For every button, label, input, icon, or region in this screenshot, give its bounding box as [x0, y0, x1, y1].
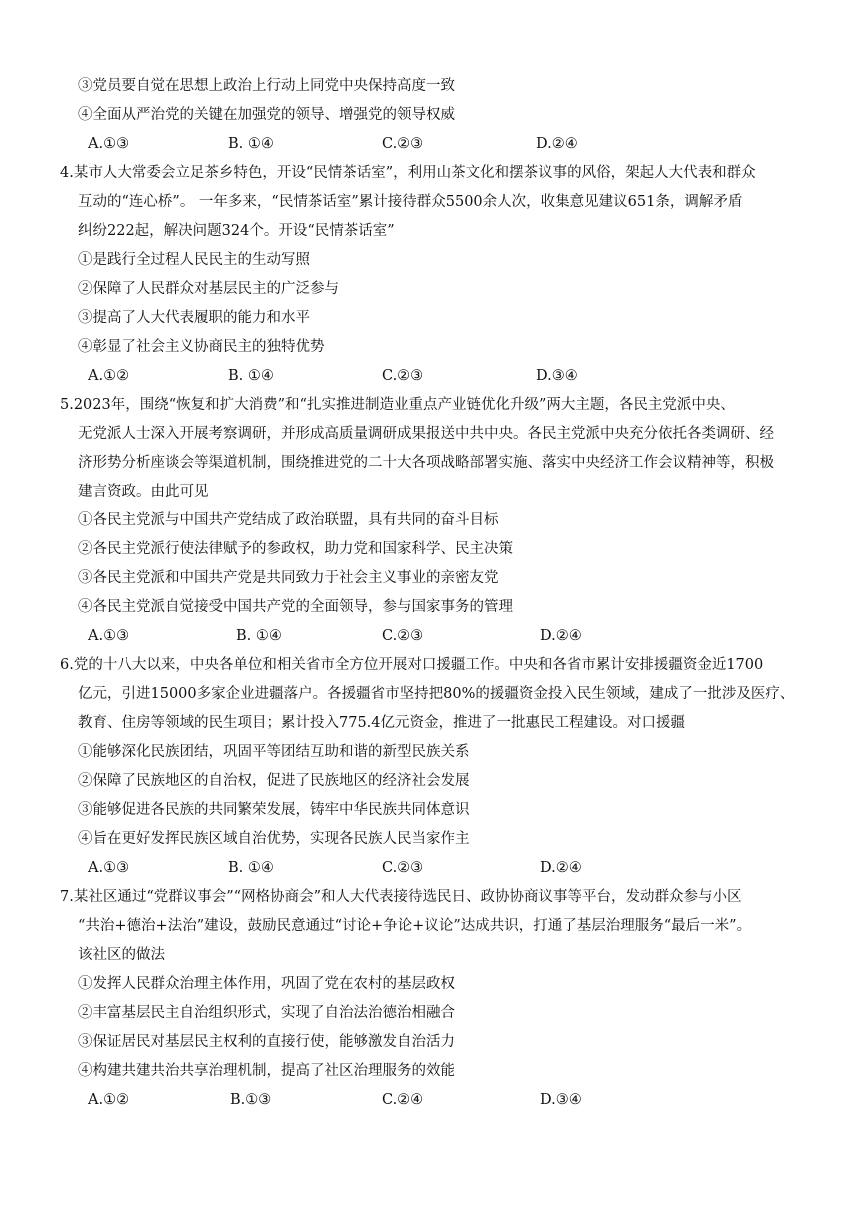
q5-option-d[interactable]: D.②④: [540, 628, 582, 644]
q6-stem-line-2: 亿元，引进15000多家企业进疆落户。各援疆省市坚持把80%的援疆资金投入民生领域，建成了一批涉及医疗、: [78, 686, 795, 702]
q7-options: [78, 1090, 778, 1110]
q7-stem-line-2: “共治+德治+法治”建设，鼓励民意通过“讨论+争论+议论”达成共识，打通了基层治理服务“最后一米”。: [78, 918, 752, 934]
q6-option-c[interactable]: C.②③: [382, 860, 424, 876]
q7-statement-1: ①发挥人民群众治理主体作用，巩固了党在农村的基层政权: [78, 976, 455, 992]
q3-options: [78, 134, 778, 154]
q4-options: [78, 366, 778, 386]
q6-option-d[interactable]: D.②④: [540, 860, 582, 876]
q4-statement-2: ②保障了人民群众对基层民主的广泛参与: [78, 281, 339, 297]
q5-statement-4: ④各民主党派自觉接受中国共产党的全面领导，参与国家事务的管理: [78, 599, 513, 615]
q5-stem-line-2: 无党派人士深入开展考察调研，并形成高质量调研成果报送中共中央。各民主党派中央充分依托各类调研、经: [78, 426, 774, 442]
q3-option-a[interactable]: A.①③: [88, 136, 130, 152]
q5-statement-3: ③各民主党派和中国共产党是共同致力于社会主义事业的亲密友党: [78, 570, 499, 586]
q7-option-a[interactable]: A.①②: [88, 1092, 130, 1108]
q6-statement-1: ①能够深化民族团结，巩固平等团结互助和谐的新型民族关系: [78, 744, 470, 760]
q6-statement-2: ②保障了民族地区的自治权，促进了民族地区的经济社会发展: [78, 773, 470, 789]
q6-stem-line-1: 6.党的十八大以来，中央各单位和相关省市全方位开展对口援疆工作。中央和各省市累计安排援疆资金近1700: [60, 657, 764, 673]
q5-stem-line-4: 建言资政。由此可见: [78, 484, 209, 500]
q6-option-a[interactable]: A.①③: [88, 860, 130, 876]
q7-statement-2: ②丰富基层民主自治组织形式，实现了自治法治德治相融合: [78, 1005, 455, 1021]
q7-statement-4: ④构建共建共治共享治理机制，提高了社区治理服务的效能: [78, 1063, 455, 1079]
q4-statement-4: ④彰显了社会主义协商民主的独特优势: [78, 339, 325, 355]
q4-stem-line-1: 4.某市人大常委会立足茶乡特色，开设“民情茶话室”，利用山茶文化和摆茶议事的风俗，架起人大代表和群众: [60, 165, 756, 181]
q7-option-d[interactable]: D.③④: [540, 1092, 582, 1108]
q5-stem-line-3: 济形势分析座谈会等渠道机制，围绕推进党的二十大各项战略部署实施、落实中央经济工作会议精神等，积极: [78, 455, 774, 471]
q5-option-b[interactable]: B. ①④: [236, 628, 282, 644]
q6-stem-line-3: 教育、住房等领域的民生项目；累计投入775.4亿元资金，推进了一批惠民工程建设。对口援疆: [78, 715, 686, 731]
q6-options: [78, 858, 778, 878]
q7-statement-3: ③保证居民对基层民主权利的直接行使，能够激发自治活力: [78, 1034, 455, 1050]
q6-option-b[interactable]: B. ①④: [228, 860, 274, 876]
q4-option-a[interactable]: A.①②: [88, 368, 130, 384]
q3-statement-4: ④全面从严治党的关键在加强党的领导、增强党的领导权威: [78, 107, 455, 123]
q4-stem-line-2: 互动的“连心桥”。 一年多来，“民情茶话室”累计接待群众5500余人次，收集意见建议651条，调解矛盾: [78, 194, 743, 210]
q4-option-d[interactable]: D.③④: [536, 368, 578, 384]
q5-option-a[interactable]: A.①③: [88, 628, 130, 644]
q6-statement-4: ④旨在更好发挥民族区域自治优势，实现各民族人民当家作主: [78, 831, 470, 847]
q5-option-c[interactable]: C.②③: [382, 628, 424, 644]
q7-option-b[interactable]: B.①③: [230, 1092, 272, 1108]
q4-stem-line-3: 纠纷222起，解决问题324个。开设“民情茶话室”: [78, 223, 395, 239]
q7-stem-line-1: 7.某社区通过“党群议事会”“网格协商会”和人大代表接待选民日、政协协商议事等平台，发动群众参与小区: [60, 889, 742, 905]
q5-statement-1: ①各民主党派与中国共产党结成了政治联盟，具有共同的奋斗目标: [78, 512, 499, 528]
q5-stem-line-1: 5.2023年，围绕“恢复和扩大消费”和“扎实推进制造业重点产业链优化升级”两大主题，各民主党派中央、: [60, 397, 735, 413]
q3-statement-3: ③党员要自觉在思想上政治上行动上同党中央保持高度一致: [78, 78, 455, 94]
q5-options: [78, 626, 778, 646]
q7-option-c[interactable]: C.②④: [382, 1092, 424, 1108]
q6-statement-3: ③能够促进各民族的共同繁荣发展，铸牢中华民族共同体意识: [78, 802, 470, 818]
q4-statement-3: ③提高了人大代表履职的能力和水平: [78, 310, 310, 326]
q4-statement-1: ①是践行全过程人民民主的生动写照: [78, 252, 310, 268]
q4-option-c[interactable]: C.②③: [382, 368, 424, 384]
q3-option-c[interactable]: C.②③: [382, 136, 424, 152]
q5-statement-2: ②各民主党派行使法律赋予的参政权，助力党和国家科学、民主决策: [78, 541, 513, 557]
q7-stem-line-3: 该社区的做法: [78, 947, 165, 963]
q4-option-b[interactable]: B. ①④: [228, 368, 274, 384]
q3-option-d[interactable]: D.②④: [536, 136, 578, 152]
q3-option-b[interactable]: B. ①④: [228, 136, 274, 152]
